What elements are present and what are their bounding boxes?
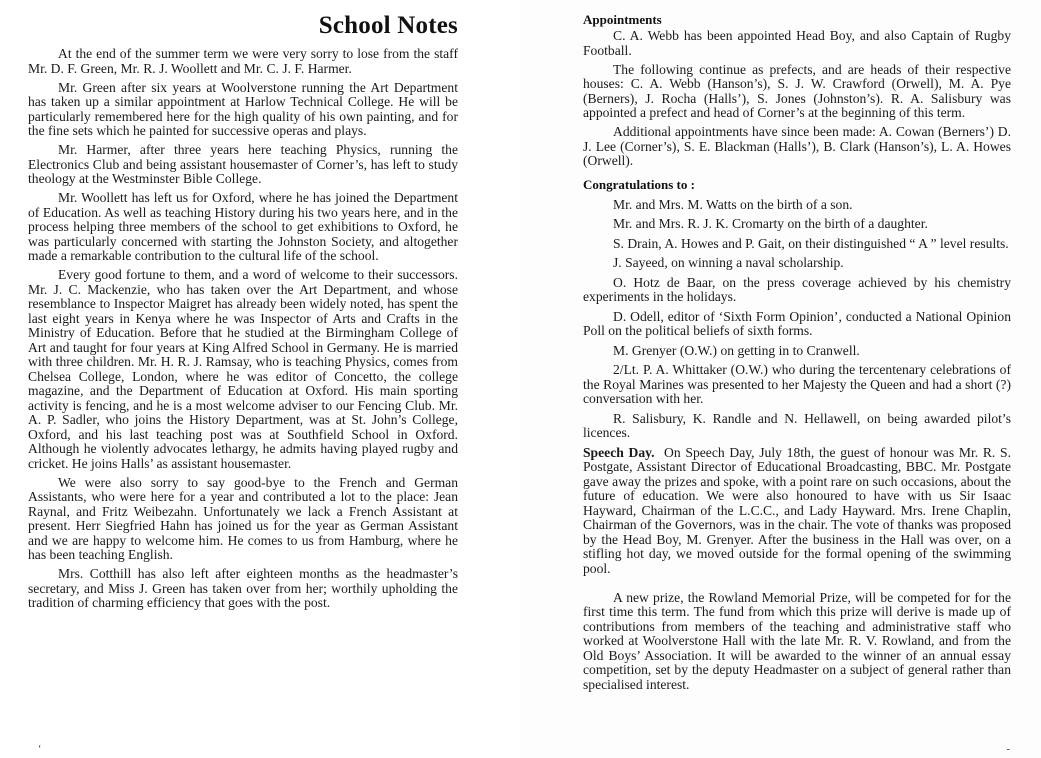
page-number-mark-right: -: [1006, 744, 1010, 755]
paragraph-prefects: The following continue as prefects, and are heads of their respective houses: C. A. Webb (Hanson’s), S. J. W. Crawford (Orwell), M. A. Pye (Berners), J. Rocha (Halls’), S. Jones (Johnston’s). R. A. Salisbury was appointed a prefect and head of Corner’s at the beginning of this term.: [583, 61, 1011, 120]
speech-day-heading: Speech Day.: [583, 444, 655, 460]
congratulations-list: [583, 198, 1011, 441]
speech-day-text: On Speech Day, July 18th, the guest of honour was Mr. R. S. Postgate, Assistant Director of Educational Broadcasting, BBC. Mr. Postgate gave away the prizes and spoke, with a point rare on such occasions, about the future of education. We were also honoured to have with us Sir Isaac Hayward, Chairman of the L.C.C., and Lady Hayward. Mrs. Irene Chaplin, Chairman of the Governors, was in the chair. The vote of thanks was proposed by the Head Boy, M. Grenyer. After the business in the Hall was over, on a stifling hot day, we moved outside for the formal opening of the swimming pool.: [583, 444, 1011, 576]
paragraph-mr-green: Mr. Green after six years at Woolverstone running the Art Department has taken up a similar appointment at Harlow Technical College. He will be particularly remembered here for the high quality of his own painting, and for the fine sets which he painted for successive operas and plays.: [28, 79, 458, 138]
paragraph-mr-harmer: Mr. Harmer, after three years here teaching Physics, running the Electronics Club and being assistant housemaster of Corner’s, has left to study theology at the Westminster Bible College.: [28, 142, 458, 186]
page-number-mark-left: ‘: [38, 744, 42, 755]
paragraph-mr-woollett: Mr. Woollett has left us for Oxford, where he has joined the Department of Education. As well as teaching History during his two years here, and in the process helping three members of the school to get exhibitions to Oxford, he was particularly concerned with starting the Johnston Society, and altogether made a remarkable contribution to the cultural life of the school.: [28, 190, 458, 263]
appointments-heading: Appointments: [583, 12, 662, 27]
paragraph-secretary: Mrs. Cotthill has also left after eighteen months as the headmaster’s secretary, and Miss J. Green has taken over from her; worthily upholding the tradition of charming efficiency that goes with the post.: [28, 566, 458, 610]
right-page: [520, 0, 1041, 758]
congratulations-item: S. Drain, A. Howes and P. Gait, on their distinguished “ A ” level results.: [613, 235, 1009, 251]
congratulations-item: 2/Lt. P. A. Whittaker (O.W.) who during the tercentenary celebrations of the Royal Marines was presented to her Majesty the Queen and had a short (?) conversation with her.: [583, 362, 1011, 406]
congratulations-item: J. Sayeed, on winning a naval scholarship.: [613, 255, 844, 270]
congratulations-item: O. Hotz de Baar, on the press coverage achieved by his chemistry experiments in the holidays.: [583, 274, 1011, 304]
congratulations-item: Mr. and Mrs. M. Watts on the birth of a son.: [613, 196, 853, 212]
paragraph-head-boy: C. A. Webb has been appointed Head Boy, and also Captain of Rugby Football.: [583, 28, 1011, 58]
section-spacer: [583, 581, 1011, 591]
congratulations-heading: Congratulations to :: [583, 176, 695, 192]
paragraph-additional-appointments: Additional appointments have since been made: A. Cowan (Berners’) D. J. Lee (Corner’s), S. E. Blackman (Halls’), B. Clark (Hanson’s), L. A. Howes (Orwell).: [583, 124, 1011, 168]
speech-day-paragraph: [583, 446, 1011, 577]
paragraph-new-staff: Every good fortune to them, and a word of welcome to their successors. Mr. J. C. Mackenzie, who has taken over the Art Department, and whose resemblance to Inspector Maigret has already been widely noted, has spent the last eight years in Kenya where he was Inspector of Arts and Crafts in the Ministry of Education. Before that he studied at the Birmingham College of Art and taught for four years at King Alfred School in Germany. He is married with three children. Mr. H. R. J. Ramsay, who is teaching Physics, comes from Chelsea College, London, where he was editor of Concetto, the college magazine, and the Department of Education at Oxford. His main sporting activity is fencing, and he is a most welcome adviser to our Fencing Club. Mr. A. P. Sadler, who joins the History Department, was at St. John’s College, Oxford, and his last teaching post was at Southfield School in Oxford. Although he violently advocates lethargy, he admits having played rugby and cricket. He joins Halls’ as assistant housemaster.: [28, 267, 458, 471]
congratulations-item: M. Grenyer (O.W.) on getting in to Cranwell.: [613, 342, 860, 358]
congratulations-item: R. Salisbury, K. Randle and N. Hellawell, on being awarded pilot’s licences.: [583, 410, 1011, 440]
left-page: [0, 0, 520, 758]
paragraph-language-assistants: We were also sorry to say good-bye to the French and German Assistants, who were here for a year and contributed a lot to the place: Jean Raynal, and Fritz Weibezahn. Unfortunately we lack a French Assistant at present. Herr Siegfried Hahn has joined us for the year as German Assistant and we are happy to welcome him. He comes to us from Hamburg, where he has been teaching English.: [28, 474, 458, 562]
congratulations-item: D. Odell, editor of ‘Sixth Form Opinion’, conducted a National Opinion Poll on the political beliefs of sixth forms.: [583, 308, 1011, 338]
paragraph-rowland-prize: A new prize, the Rowland Memorial Prize, will be competed for for the first time this term. The fund from which this prize will derive is made up of contributions from members of the teaching and administrative staff who worked at Woolverstone Hall with the late Mr. R. V. Rowland, and from the Old Boys’ Association. It will be awarded to the winner of an annual essay competition, set by the deputy Headmaster on a subject of general rather than specialised interest.: [583, 589, 1011, 692]
congratulations-item: Mr. and Mrs. R. J. K. Cromarty on the birth of a daughter.: [613, 216, 928, 231]
paragraph-staff-departures: At the end of the summer term we were very sorry to lose from the staff Mr. D. F. Green, Mr. R. J. Woollett and Mr. C. J. F. Harmer.: [28, 46, 458, 76]
page-title: School Notes: [318, 12, 458, 39]
